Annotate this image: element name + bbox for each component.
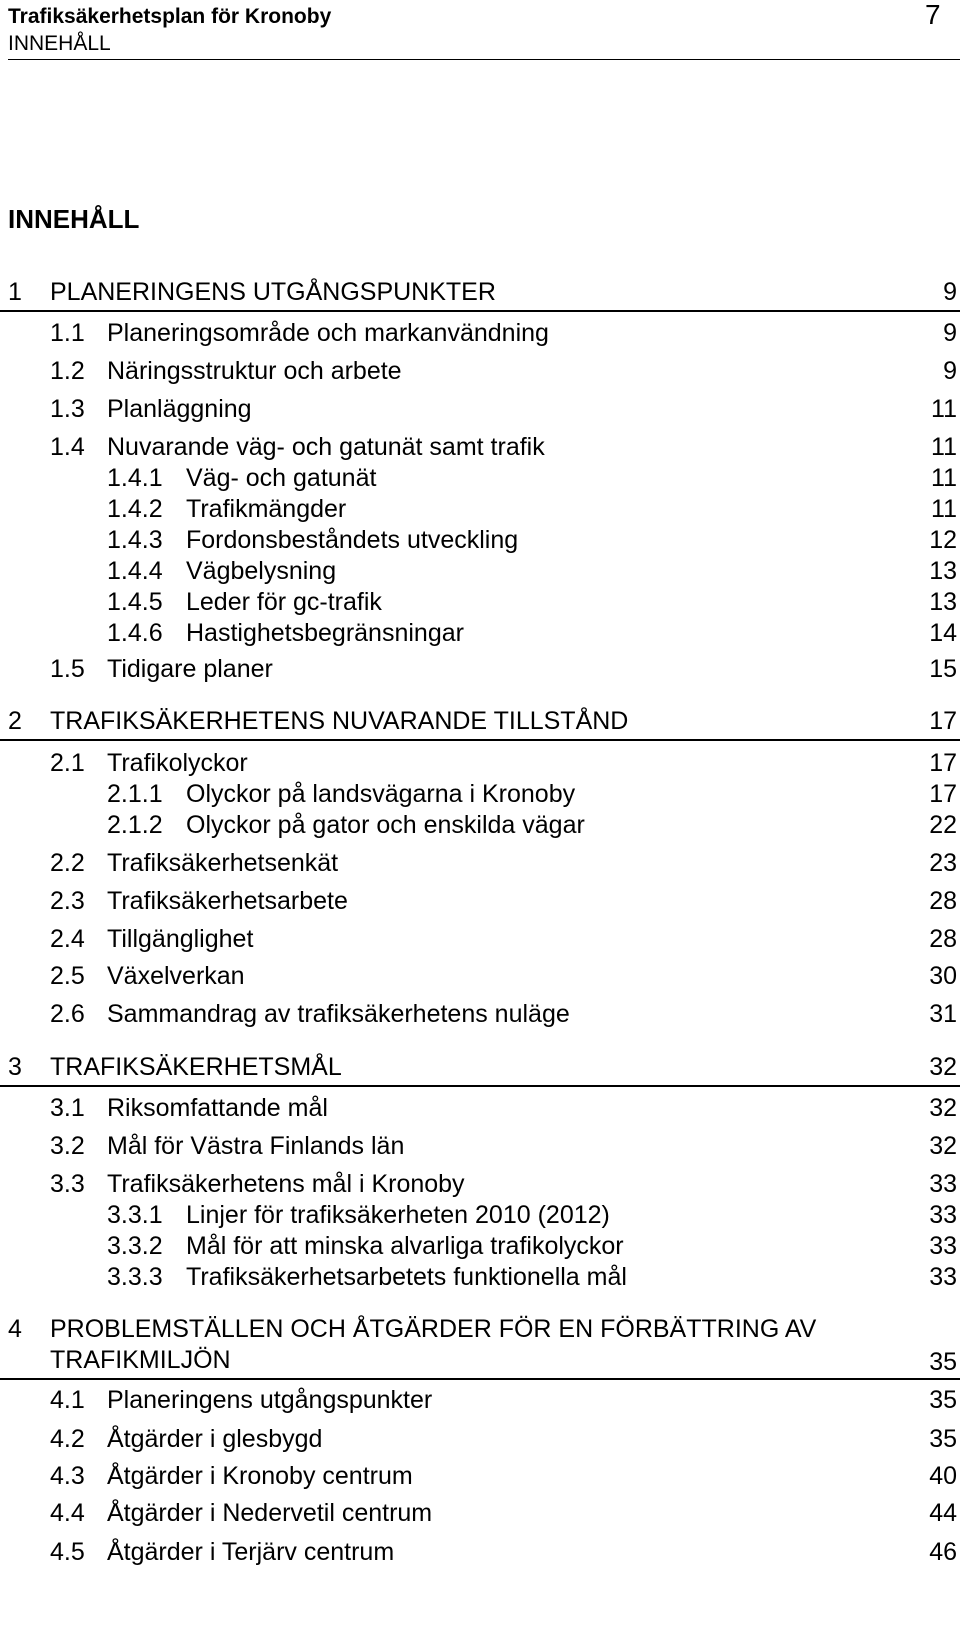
toc-entry-page: 44	[929, 1499, 957, 1527]
toc-entry-num: 2.5	[50, 962, 85, 990]
toc-entry-page: 30	[929, 962, 957, 990]
page-number: 7	[925, 0, 941, 30]
toc-entry-title: Fordonsbeståndets utveckling	[186, 526, 519, 554]
toc-entry-title: Planeringens utgångspunkter	[107, 1386, 433, 1414]
toc-entry-title: Trafikolyckor	[107, 749, 248, 777]
toc-entry-title: Olyckor på gator och enskilda vägar	[186, 811, 585, 839]
toc-entry-page: 28	[929, 887, 957, 915]
toc-entry-page: 28	[929, 925, 957, 953]
toc-entry-page: 35	[929, 1348, 957, 1376]
toc-entry	[0, 277, 960, 312]
toc-entry-page: 11	[931, 464, 957, 492]
toc-entry-page: 46	[929, 1538, 957, 1566]
toc-entry-num: 3.2	[50, 1132, 85, 1160]
toc-entry-num: 1.3	[50, 395, 85, 423]
toc-entry-title: Olyckor på landsvägarna i Kronoby	[186, 780, 576, 808]
toc-entry-num: 2.1.1	[107, 780, 163, 808]
toc-entry-title: Riksomfattande mål	[107, 1094, 328, 1122]
toc-entry-num: 4.5	[50, 1538, 85, 1566]
toc-entry-title: Åtgärder i Nedervetil centrum	[107, 1499, 433, 1527]
toc-entry-title: Åtgärder i Kronoby centrum	[107, 1462, 413, 1490]
toc-entry-num: 3.1	[50, 1094, 85, 1122]
toc-entry-page: 32	[929, 1053, 957, 1081]
toc-entry-num: 3.3.1	[107, 1201, 163, 1229]
toc-entry-page: 33	[929, 1263, 957, 1291]
toc-entry-page: 35	[929, 1386, 957, 1414]
toc-entry-title: Planläggning	[107, 395, 252, 423]
toc-entry-page: 32	[929, 1132, 957, 1160]
toc-entry-num: 4.3	[50, 1462, 85, 1490]
toc-entry-title: Trafikmängder	[186, 495, 347, 523]
toc-entry-page: 9	[943, 319, 957, 347]
toc-entry-num: 4.1	[50, 1386, 85, 1414]
toc-entry-num: 2.1	[50, 749, 85, 777]
toc-entry	[0, 706, 960, 741]
toc-entry-page: 15	[929, 655, 957, 683]
toc-entry-title: Tidigare planer	[107, 655, 273, 683]
toc-entry-title: Växelverkan	[107, 962, 245, 990]
toc-entry-title: Trafiksäkerhetsarbete	[107, 887, 348, 915]
toc-entry-num: 1.5	[50, 655, 85, 683]
toc-entry-page: 33	[929, 1201, 957, 1229]
toc-entry-page: 11	[931, 433, 957, 461]
toc-entry-page: 17	[929, 707, 957, 735]
toc-entry-page: 32	[929, 1094, 957, 1122]
toc-entry-title: Nuvarande väg- och gatunät samt trafik	[107, 433, 545, 461]
toc-entry-page: 9	[943, 278, 957, 306]
toc-entry-title: Väg- och gatunät	[186, 464, 377, 492]
toc-entry-page: 13	[929, 557, 957, 585]
toc-entry-page: 35	[929, 1425, 957, 1453]
toc-entry-title: Hastighetsbegränsningar	[186, 619, 464, 647]
toc-entry-page: 14	[929, 619, 957, 647]
toc-entry-title: Åtgärder i glesbygd	[107, 1425, 323, 1453]
toc-entry-num: 1	[8, 278, 22, 306]
toc-entry-title: Mål för Västra Finlands län	[107, 1132, 405, 1160]
toc-entry-page: 33	[929, 1170, 957, 1198]
toc-entry-page: 33	[929, 1232, 957, 1260]
toc-entry-num: 1.1	[50, 319, 85, 347]
toc-entry-title: Tillgänglighet	[107, 925, 254, 953]
toc-entry-title: Planeringsområde och markanvändning	[107, 319, 549, 347]
toc-entry-title: Leder för gc-trafik	[186, 588, 382, 616]
toc-entry-num: 4	[8, 1315, 22, 1343]
toc-entry-num: 2.3	[50, 887, 85, 915]
toc-entry	[0, 1314, 960, 1380]
toc-entry-num: 1.4.5	[107, 588, 163, 616]
toc-entry-page: 13	[929, 588, 957, 616]
toc-entry-page: 17	[929, 780, 957, 808]
toc-entry-page: 40	[929, 1462, 957, 1490]
toc-entry-title: TRAFIKSÄKERHETSMÅL	[50, 1053, 342, 1081]
toc-entry-num: 2.6	[50, 1000, 85, 1028]
toc-entry-title: PROBLEMSTÄLLEN OCH ÅTGÄRDER FÖR EN FÖRBÄTTRING AV TRAFIKMILJÖN	[50, 1315, 817, 1374]
toc-entry-title: TRAFIKSÄKERHETENS NUVARANDE TILLSTÅND	[50, 707, 629, 735]
toc-entry-title: Åtgärder i Terjärv centrum	[107, 1538, 395, 1566]
toc-entry-page: 23	[929, 849, 957, 877]
toc-entry-num: 2.1.2	[107, 811, 163, 839]
toc-entry-num: 1.4.3	[107, 526, 163, 554]
toc-entry-num: 1.4.2	[107, 495, 163, 523]
toc-entry-num: 1.4	[50, 433, 85, 461]
toc-entry-title: Mål för att minska alvarliga trafikolyckor	[186, 1232, 624, 1260]
toc-entry-page: 12	[929, 526, 957, 554]
toc-entry-num: 1.4.1	[107, 464, 163, 492]
toc-entry-num: 1.4.4	[107, 557, 163, 585]
toc-entry	[0, 1052, 960, 1087]
toc-entry-title: Näringsstruktur och arbete	[107, 357, 402, 385]
toc-entry-num: 2	[8, 707, 22, 735]
toc-entry-num: 1.4.6	[107, 619, 163, 647]
toc-entry-num: 3.3	[50, 1170, 85, 1198]
toc-entry-num: 3	[8, 1053, 22, 1081]
toc-entry-page: 11	[931, 495, 957, 523]
toc-entry-title: Linjer för trafiksäkerheten 2010 (2012)	[186, 1201, 610, 1229]
toc-entry-page: 17	[929, 749, 957, 777]
toc-entry-page: 9	[943, 357, 957, 385]
toc-entry-page: 11	[931, 395, 957, 423]
toc-entry-title: Sammandrag av trafiksäkerhetens nuläge	[107, 1000, 570, 1028]
toc-entry-title: Trafiksäkerhetens mål i Kronoby	[107, 1170, 465, 1198]
toc-entry-title: Vägbelysning	[186, 557, 337, 585]
toc-entry-title: Trafiksäkerhetsenkät	[107, 849, 339, 877]
toc-entry-num: 2.2	[50, 849, 85, 877]
toc-heading: INNEHÅLL	[8, 204, 140, 234]
toc-entry-page: 31	[929, 1000, 957, 1028]
toc-entry-page: 22	[929, 811, 957, 839]
toc-entry-num: 4.4	[50, 1499, 85, 1527]
toc-entry-num: 3.3.2	[107, 1232, 163, 1260]
toc-entry-num: 1.2	[50, 357, 85, 385]
toc-entry-num: 4.2	[50, 1425, 85, 1453]
document-title: Trafiksäkerhetsplan för Kronoby	[8, 5, 332, 28]
toc-entry-title: Trafiksäkerhetsarbetets funktionella mål	[186, 1263, 627, 1291]
toc-entry-num: 2.4	[50, 925, 85, 953]
header-section: INNEHÅLL	[8, 32, 111, 55]
toc-entry-num: 3.3.3	[107, 1263, 163, 1291]
toc-entry-title: PLANERINGENS UTGÅNGSPUNKTER	[50, 278, 496, 306]
